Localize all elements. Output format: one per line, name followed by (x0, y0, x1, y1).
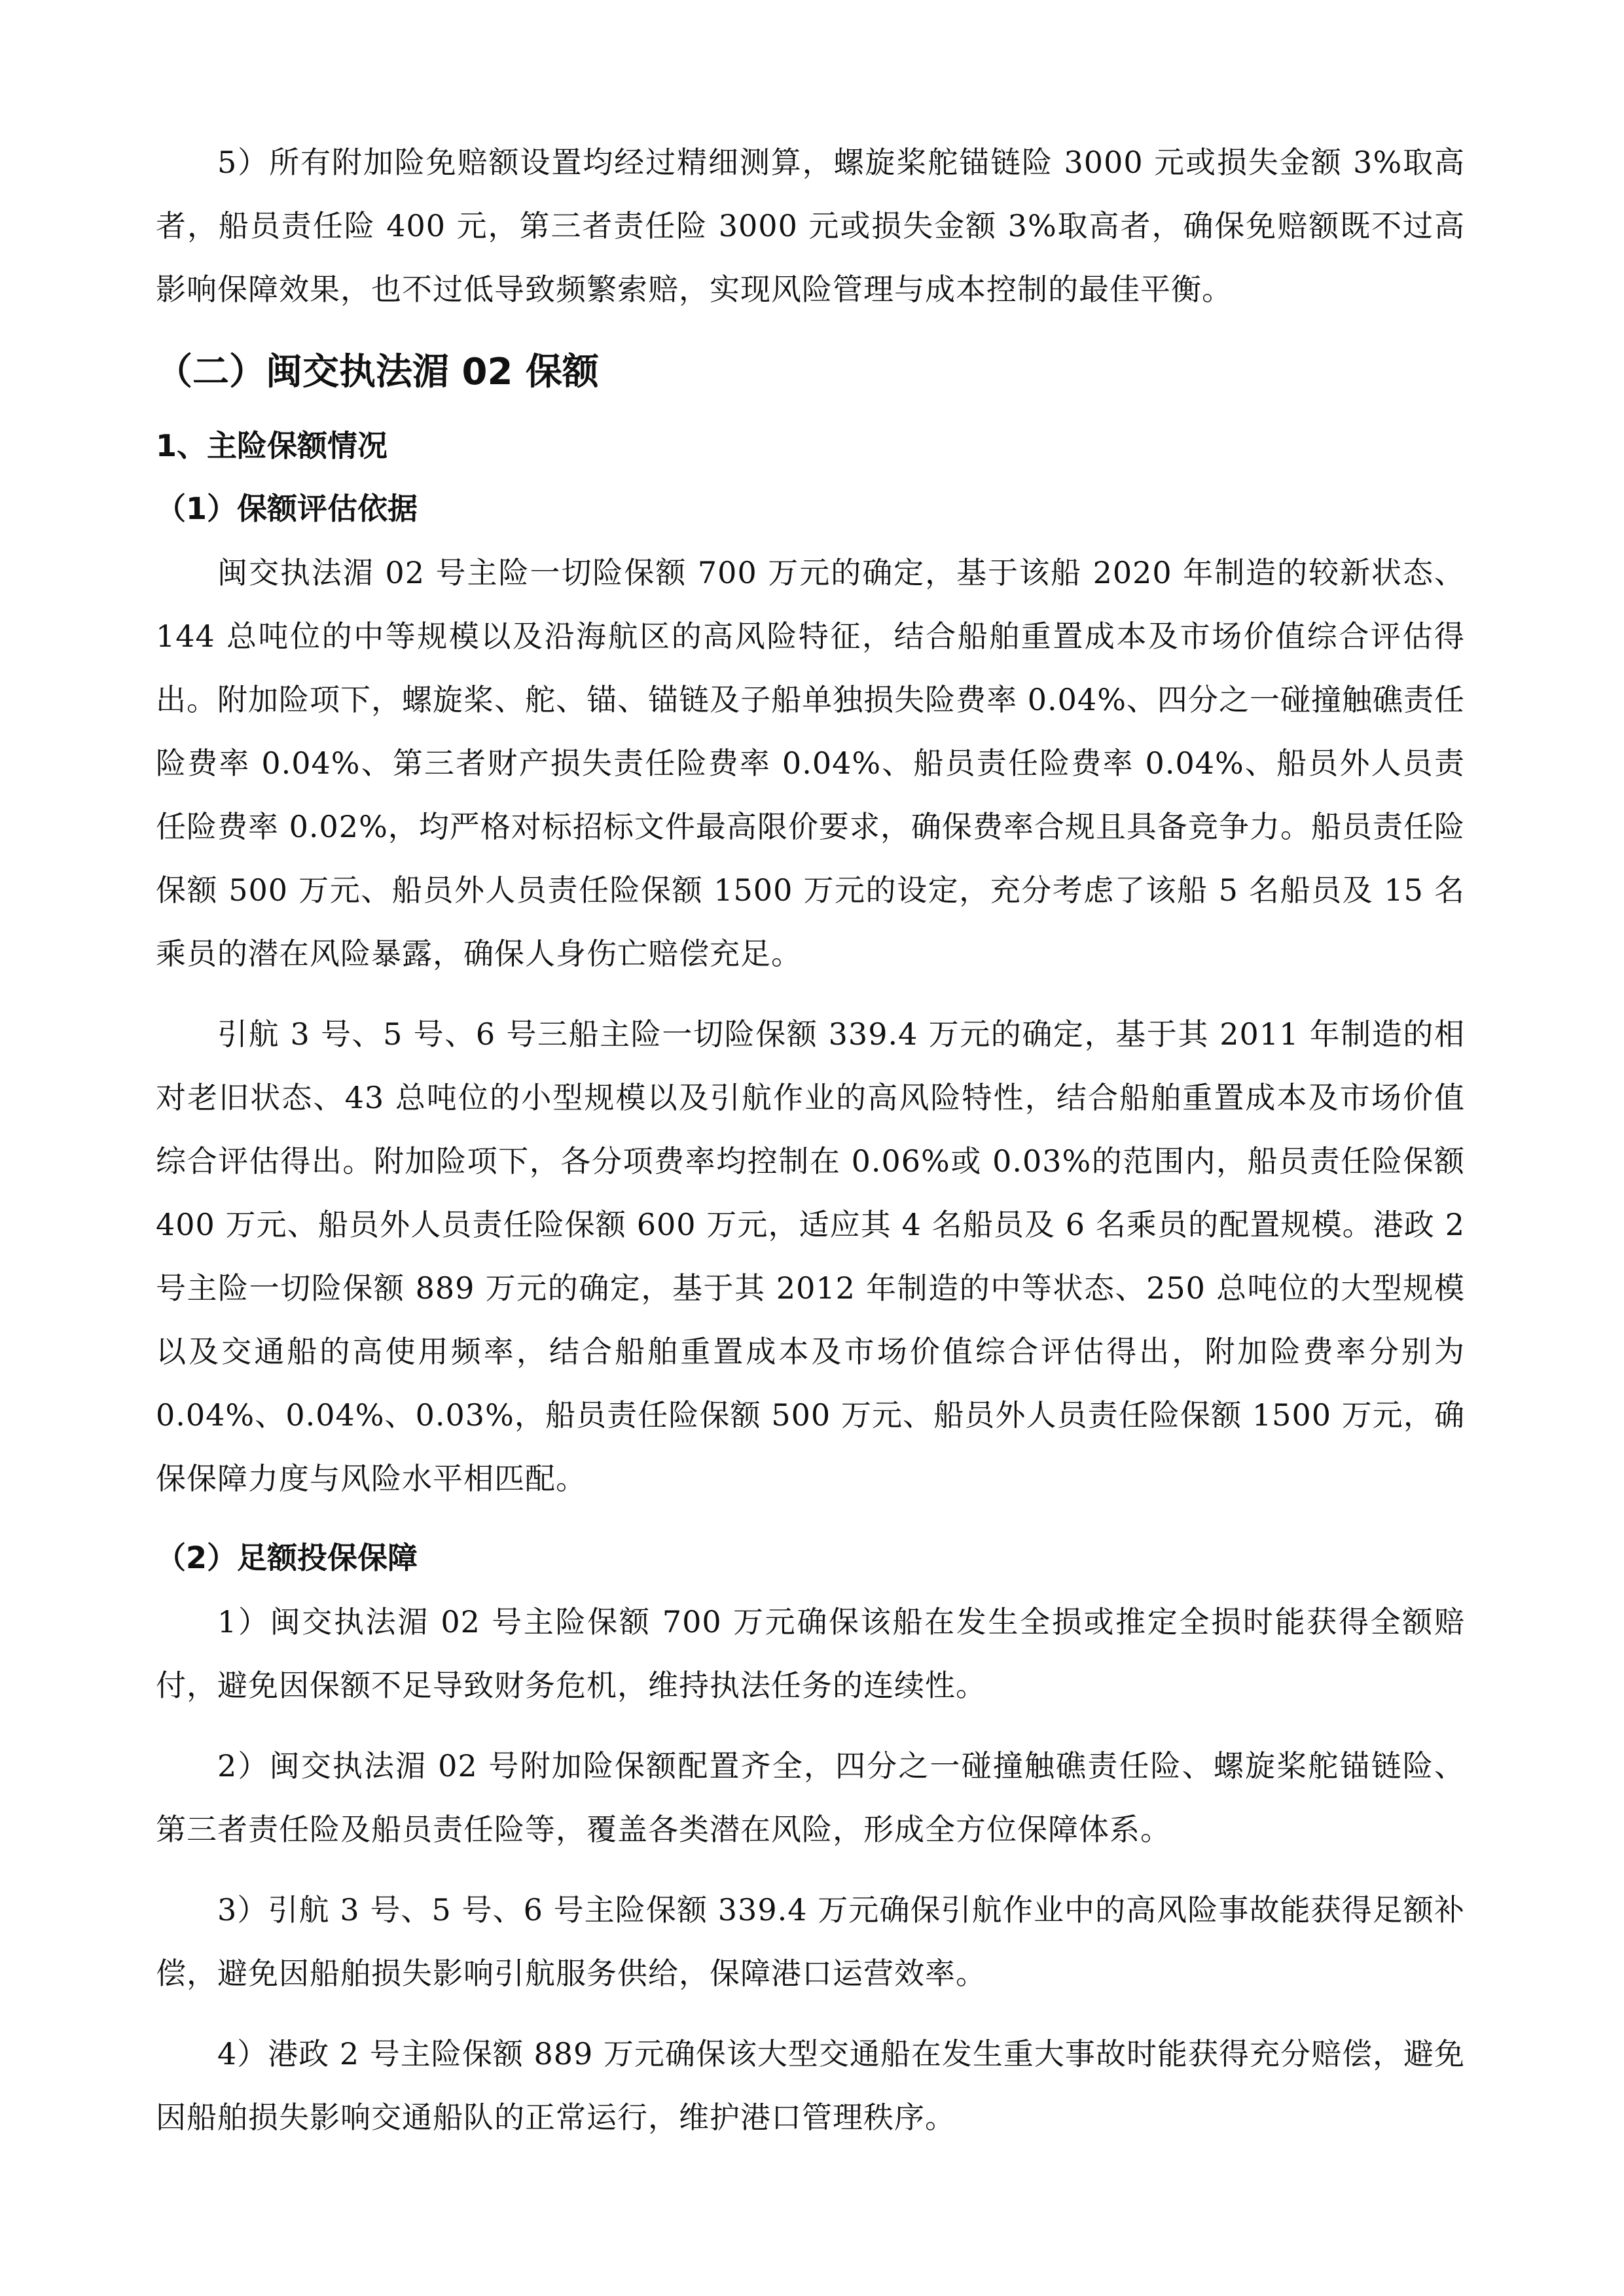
paragraph-deductible-summary: 5）所有附加险免赔额设置均经过精细测算，螺旋桨舵锚链险 3000 元或损失金额 3%取高者，船员责任险 400 元，第三者责任险 3000 元或损失金额 3%取高者，确保免赔额既不过高影响保障效果，也不过低导致频繁索赔，实现风险管理与成本控制的最佳平衡。 (156, 145, 1465, 307)
paragraph-guarantee-4: 4）港政 2 号主险保额 889 万元确保该大型交通船在发生重大事故时能获得充分赔偿，避免因船舶损失影响交通船队的正常运行，维护港口管理秩序。 (156, 2036, 1465, 2135)
paragraph-guarantee-3: 3）引航 3 号、5 号、6 号主险保额 339.4 万元确保引航作业中的高风险事故能获得足额补偿，避免因船舶损失影响引航服务供给，保障港口运营效率。 (156, 1892, 1465, 1991)
subsection-heading-main-coverage: 1、主险保额情况 (156, 428, 388, 463)
subsubsection-heading-guarantee: （2）足额投保保障 (156, 1540, 418, 1575)
paragraph-guarantee-2: 2）闽交执法湄 02 号附加险保额配置齐全，四分之一碰撞触礁责任险、螺旋桨舵锚链险、第三者责任险及船员责任险等，覆盖各类潜在风险，形成全方位保障体系。 (156, 1748, 1465, 1847)
paragraph-basis-mei02: 闽交执法湄 02 号主险一切险保额 700 万元的确定，基于该船 2020 年制造的较新状态、144 总吨位的中等规模以及沿海航区的高风险特征，结合船舶重置成本及市场价值综合评估得出。附加险项下，螺旋桨、舵、锚、锚链及子船单独损失险费率 0.04%、四分之一碰撞触礁责任险费率 0.04%、第三者财产损失责任险费率 0.04%、船员责任险费率 0.04%、船员外人员责任险费率 0.02%，均严格对标招标文件最高限价要求，确保费率合规且具备竞争力。船员责任险保额 500 万元、船员外人员责任险保额 1500 万元的设定，充分考虑了该船 5 名船员及 15 名乘员的潜在风险暴露，确保人身伤亡赔偿充足。 (156, 555, 1465, 971)
document-page (156, 131, 1465, 2166)
paragraph-basis-pilot-boats: 引航 3 号、5 号、6 号三船主险一切险保额 339.4 万元的确定，基于其 2011 年制造的相对老旧状态、43 总吨位的小型规模以及引航作业的高风险特性，结合船舶重置成本及市场价值综合评估得出。附加险项下，各分项费率均控制在 0.06%或 0.03%的范围内，船员责任险保额 400 万元、船员外人员责任险保额 600 万元，适应其 4 名船员及 6 名乘员的配置规模。港政 2 号主险一切险保额 889 万元的确定，基于其 2012 年制造的中等状态、250 总吨位的大型规模以及交通船的高使用频率，结合船舶重置成本及市场价值综合评估得出，附加险费率分别为 0.04%、0.04%、0.03%，船员责任险保额 500 万元、船员外人员责任险保额 1500 万元，确保保障力度与风险水平相匹配。 (156, 1016, 1465, 1496)
section-heading: （二）闽交执法湄 02 保额 (156, 351, 599, 393)
paragraph-guarantee-1: 1）闽交执法湄 02 号主险保额 700 万元确保该船在发生全损或推定全损时能获得全额赔付，避免因保额不足导致财务危机，维持执法任务的连续性。 (156, 1604, 1465, 1703)
subsubsection-heading-basis: （1）保额评估依据 (156, 491, 418, 526)
